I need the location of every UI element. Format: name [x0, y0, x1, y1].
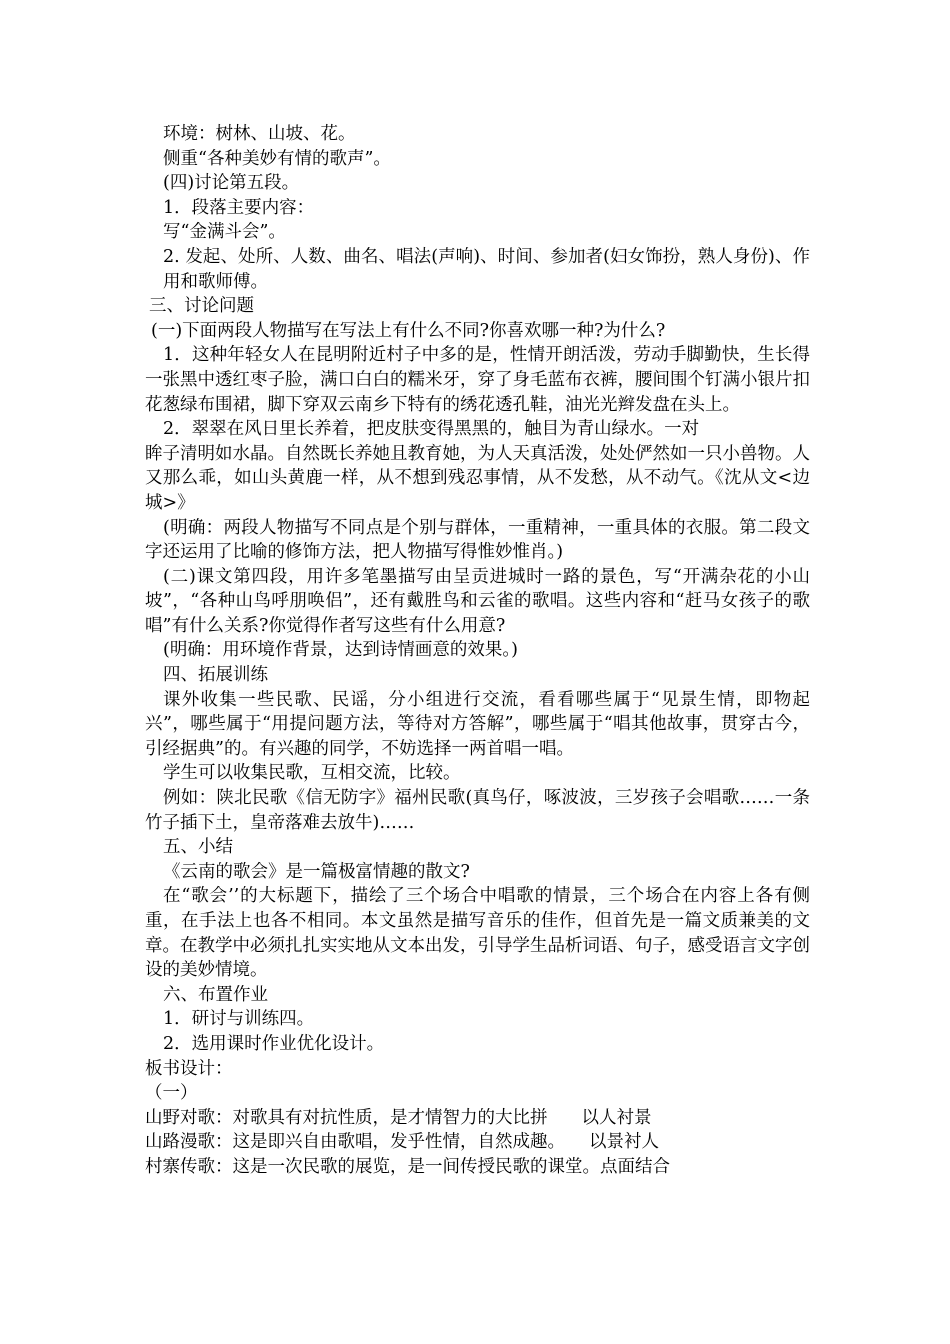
document-body: [145, 122, 810, 1180]
text-line: 1．研讨与训练四。: [163, 1009, 315, 1030]
text-line: 1．段落主要内容：: [163, 197, 315, 218]
paragraph: 例如：陕北民歌《信无防字》福州民歌(真鸟仔，啄波波，三岁孩子会唱歌……一条竹子插下土，皇帝落难去放牛)……: [145, 788, 810, 833]
section-heading: 五、小结: [163, 837, 233, 858]
section-heading: 四、拓展训练: [163, 665, 268, 686]
section-heading: 六、布置作业: [163, 984, 268, 1005]
paragraph: [145, 245, 810, 294]
board-row: 村寨传歌：这是一次民歌的展览，是一间传授民歌的课堂。点面结合: [145, 1156, 670, 1177]
board-row: [145, 1106, 810, 1131]
text-line: 《云南的歌会》是一篇极富情趣的散文?: [163, 861, 470, 882]
text-line: 2．翠翠在风日里长养着，把皮肤变得黑黑的，触目为青山绿水。一对: [163, 419, 700, 440]
paragraph: (明确：两段人物描写不同点是个别与群体，一重精神，一重具体的衣服。第二段文字还运用了比喻的修饰方法，把人物描写得惟妙惟肖。): [145, 517, 810, 563]
board-row-text: 山野对歌：对歌具有对抗性质，是才情智力的大比拼: [145, 1107, 548, 1128]
board-row-text: 山路漫歌：这是即兴自由歌唱，发乎性情，自然成趣。: [145, 1132, 565, 1153]
paragraph: 眸子清明如水晶。自然既长养她且教育她，为人天真活泼，处处俨然如一只小兽物。人又那么乖，如山头黄鹿一样，从不想到残忍事情，从不发愁，从不动气。《沈从文<边城>》: [145, 443, 810, 513]
paragraph: 课外收集一些民歌、民谣，分小组进行交流，看看哪些属于“见景生情，即物起兴”，哪些属于“用提问题方法，等待对方答解”，哪些属于“唱其他故事，贯穿古今，引经据典”的。有兴趣的同学，不妨选择一两首唱一唱。: [145, 689, 810, 759]
text-line: 2．选用课时作业优化设计。: [163, 1033, 385, 1054]
question-heading: (一)下面两段人物描写在写法上有什么不同?你喜欢哪一种?为什么?: [151, 320, 666, 341]
text-line: 写“金满斗会”。: [163, 222, 286, 243]
board-heading: 板书设计：: [145, 1058, 233, 1079]
text-line: 环境：树林、山坡、花。: [163, 124, 356, 144]
paragraph: 1．这种年轻女人在昆明附近村子中多的是，性情开朗活泼，劳动手脚勤快，生长得一张黑中透红枣子脸，满口白白的糯米牙，穿了身毛蓝布衣裤，腰间围个钉满小银片扣花葱绿布围裙，脚下穿双云南乡下特有的绣花透孔鞋，油光光辫发盘在头上。: [145, 345, 810, 415]
paragraph: (二)课文第四段，用许多笔墨描写由呈贡进城时一路的景色，写“开满杂花的小山坡”，“各种山鸟呼朋唤侣”，还有戴胜鸟和云雀的歌唱。这些内容和“赶马女孩子的歌唱”有什么关系?你觉得作者写这些有什么用意?: [145, 566, 810, 636]
board-row-note: 以人衬景: [581, 1107, 652, 1128]
text-line: 侧重“各种美妙有情的歌声”。: [163, 148, 391, 169]
paragraph: 在“歌会’’的大标题下，描绘了三个场合中唱歌的情景，三个场合在内容上各有侧重，在手法上也各不相同。本文虽然是描写音乐的佳作，但首先是一篇文质兼美的文章。在教学中必须扎扎实实地从文本出发，引导学生品析词语、句子，感受语言文字创设的美妙情境。: [145, 886, 810, 981]
text-line: 2. 发起、处所、人数、曲名、唱法(声响)、时间、参加者(妇女饰扮，熟人身份)、作用和歌师傅。: [163, 246, 810, 292]
board-subheading: （一）: [145, 1083, 198, 1104]
board-row: [145, 1130, 810, 1155]
text-line: 学生可以收集民歌，互相交流，比较。: [163, 763, 461, 784]
section-heading: 三、讨论问题: [149, 296, 254, 317]
text-line: (明确：用环境作背景，达到诗情画意的效果。): [163, 640, 518, 661]
board-row-note: 以景衬人: [589, 1132, 659, 1153]
text-line: (四)讨论第五段。: [163, 173, 300, 194]
